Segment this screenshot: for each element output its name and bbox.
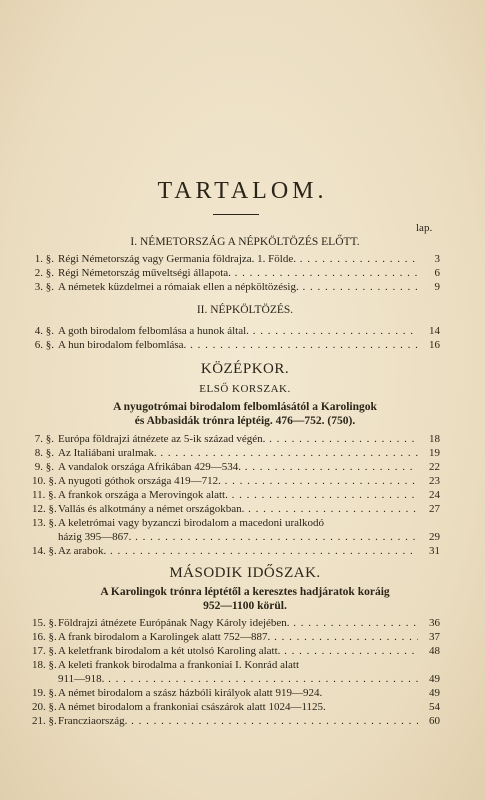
entry-page: 49 [429, 687, 440, 699]
entry-title: A frank birodalom a Karolingek alatt 752—887. . . . [58, 630, 418, 644]
entry-title: Régi Németország vagy Germania földrajza. 1. Földe. . . . [58, 252, 418, 266]
entry-number: 3. §. [34, 281, 54, 293]
toc-entry[interactable] [32, 714, 440, 728]
period-heading: MÁSODIK IDŐSZAK. [169, 565, 321, 581]
entry-number: 16. §. [32, 631, 57, 643]
period-description: 952—1100 körül. [203, 600, 287, 612]
entry-page: 54 [429, 701, 440, 713]
toc-entry[interactable] [32, 502, 440, 516]
entry-title: A hun birodalom felbomlása. . . . [58, 338, 418, 352]
entry-number: 14. §. [32, 545, 57, 557]
entry-page: 49 [429, 673, 440, 685]
entry-title: Földrajzi átnézete Európának Nagy Károly idejében. . . . [58, 616, 418, 630]
toc-entry[interactable] [32, 488, 440, 502]
entry-page: 24 [429, 489, 440, 501]
entry-page: 19 [429, 447, 440, 459]
entry-number: 20. §. [32, 701, 57, 713]
entry-page: 37 [429, 631, 440, 643]
section-heading-1: I. NÉMETORSZÁG A NÉPKÖLTÖZÉS ELŐTT. [130, 236, 360, 248]
title-divider [213, 214, 259, 215]
entry-title: Az arabok. . . . [58, 544, 418, 558]
period-heading: ELSŐ KORSZAK. [199, 383, 291, 395]
toc-entry[interactable] [32, 516, 440, 530]
entry-title: A német birodalom a szász házbóli királyok alatt 919—924. [58, 687, 323, 699]
entry-number: 7. §. [34, 433, 54, 445]
entry-page: 27 [429, 503, 440, 515]
entry-page: 22 [429, 461, 440, 473]
toc-entry[interactable] [32, 252, 440, 266]
entry-number: 10. §. [32, 475, 57, 487]
period-description: A Karolingok trónra léptétől a keresztes hadjáratok koráig [100, 586, 390, 598]
page-column-label: lap. [416, 222, 433, 234]
entry-number: 17. §. [32, 645, 57, 657]
toc-entry[interactable] [32, 432, 440, 446]
entry-number: 9. §. [34, 461, 54, 473]
entry-page: 29 [429, 531, 440, 543]
toc-entry[interactable] [32, 630, 440, 644]
entry-page: 36 [429, 617, 440, 629]
entry-title: A frankok országa a Merovingok alatt. . . . [58, 488, 418, 502]
page-title: TARTALOM. [157, 178, 328, 204]
period-description: A nyugotrómai birodalom felbomlásától a Karolingok [113, 401, 377, 413]
entry-number: 21. §. [32, 715, 57, 727]
section-heading-2: II. NÉPKÖLTÖZÉS. [196, 304, 294, 316]
period-description: és Abbasidák trónra léptéig. 476—752. (750). [134, 415, 356, 427]
toc-entry[interactable] [32, 324, 440, 338]
toc-entry[interactable] [32, 686, 440, 700]
toc-entry[interactable] [32, 616, 440, 630]
entry-title: A nyugoti góthok országa 419—712. . . . [58, 474, 418, 488]
entry-title: Francziaország. . . . [58, 714, 418, 728]
entry-number: 18. §. [32, 659, 57, 671]
entry-page: 60 [429, 715, 440, 727]
toc-entry[interactable] [32, 266, 440, 280]
entry-number: 1. §. [34, 253, 54, 265]
toc-entry[interactable] [32, 280, 440, 294]
entry-title: Régi Németország műveltségi állapota. . . . [58, 266, 418, 280]
entry-title: Vallás és alkotmány a német országokban. . . . [58, 502, 418, 516]
toc-entry[interactable] [32, 338, 440, 352]
entry-title: házig 395—867. . . . [58, 530, 418, 544]
entry-number: 8. §. [34, 447, 54, 459]
entry-number: 12. §. [32, 503, 57, 515]
entry-title: A német birodalom a frankoniai császárok alatt 1024—1125. [58, 701, 326, 713]
toc-entry-continued[interactable] [32, 530, 440, 544]
entry-number: 2. §. [34, 267, 54, 279]
entry-title: Az Italiábani uralmak. . . . [58, 446, 418, 460]
toc-entry-continued[interactable] [32, 672, 440, 686]
toc-entry[interactable] [32, 474, 440, 488]
entry-page: 18 [429, 433, 440, 445]
entry-page: 31 [429, 545, 440, 557]
entry-number: 4. §. [34, 325, 54, 337]
entry-title: A keleti frankok birodalma a frankoniai I. Konrád alatt [58, 659, 299, 671]
toc-entry[interactable] [32, 460, 440, 474]
entry-page: 48 [429, 645, 440, 657]
entry-title: 911—918. . . . [58, 672, 418, 686]
entry-page: 14 [429, 325, 440, 337]
toc-entry[interactable] [32, 644, 440, 658]
era-heading: KÖZÉPKOR. [200, 361, 290, 377]
entry-page: 6 [434, 267, 440, 279]
toc-entry[interactable] [32, 658, 440, 672]
toc-entry[interactable] [32, 700, 440, 714]
entry-page: 16 [429, 339, 440, 351]
entry-title: A keletfrank birodalom a két utolsó Karoling alatt. . . . [58, 644, 418, 658]
entry-title: A németek küzdelmei a rómaiak ellen a népköltözésig. . . . [58, 280, 418, 294]
entry-number: 6. §. [34, 339, 54, 351]
toc-entry[interactable] [32, 544, 440, 558]
entry-title: A keletrómai vagy byzanczi birodalom a macedoni uralkodó [58, 517, 325, 529]
toc-entry[interactable] [32, 446, 440, 460]
entry-number: 13. §. [32, 517, 57, 529]
entry-title: Európa földrajzi átnézete az 5-ik század végén. . . . [58, 432, 418, 446]
entry-number: 11. §. [32, 489, 57, 501]
entry-title: A vandalok országa Afrikában 429—534. . . . [58, 460, 418, 474]
entry-page: 23 [429, 475, 440, 487]
entry-page: 9 [434, 281, 440, 293]
entry-number: 19. §. [32, 687, 57, 699]
entry-number: 15. §. [32, 617, 57, 629]
entry-page: 3 [434, 253, 440, 265]
entry-title: A goth birodalom felbomlása a hunok által. . . . [58, 324, 418, 338]
